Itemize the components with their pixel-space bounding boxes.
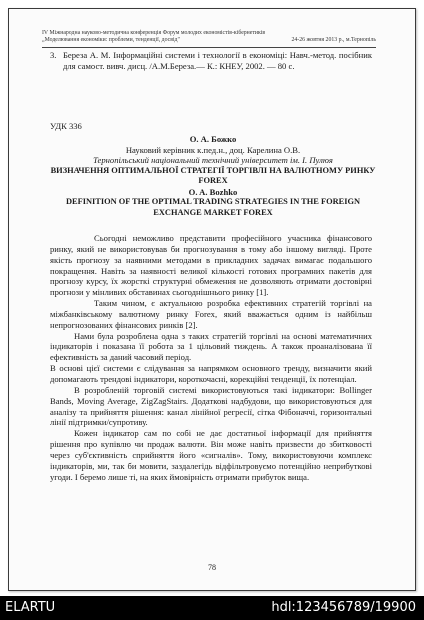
header-line-1: IV Міжнародна науково-методична конференція Форум молодих економістів-кібернетиків <box>42 30 266 36</box>
paragraph: Кожен індикатор сам по собі не дає достатньої інформації для прийняття рішення про купівлю чи продаж валюти. Він може навіть призвести до збитковості через суб'єктивність сприйняття його «сигналів». Тому, використовуючи комплекс індикаторів, ми, так би мовити, заздалегідь відфільтровуємо потенційно неприбуткові угоди. І беремо лише ті, на яких ймовірність отримати прибуток вища. <box>50 428 372 482</box>
institution-line: Тернопільський національний технічний університет ім. І. Пулюя <box>93 155 333 166</box>
reference-item <box>50 50 372 72</box>
paragraph: Таким чином, є актуальною розробка ефективних стратегій торгівлі на міжбанківському валютному ринку Forex, який вважається одним із найбільш непрогнозованих фінансових ринків [2]. <box>50 298 372 330</box>
paragraph: В розробленій торговій системі використовуються такі індикатори: Bollinger Bands, Moving Average, ZigZagStairs. Додаткові надбудови, що використовуються для аналізу та прийняття рішення: канал лінійної регресії, сітка Фібоначчі, горизонтальні лінії підтримки/супротиву. <box>50 384 372 428</box>
title-english: DEFINITION OF THE OPTIMAL TRADING STRATEGIES IN THE FOREIGN EXCHANGE MARKET FOREX <box>65 197 361 217</box>
paragraph: Нами була розроблена одна з таких стратегій торгівлі на основі математичних індикаторів і показана її робота за 1 цільовий тиждень. А також проаналізована її ефективність за даний часовий період. <box>50 330 372 363</box>
reference-text: Береза А. М. Інформаційні системи і технології в економіці: Навч.-метод. посібник для самост. вивч. дисц. /А.М.Береза.— К.: КНЕУ, 2002. — 80 с. <box>63 50 372 72</box>
author-name: О. А. Божко <box>189 134 237 144</box>
repository-name: ELARTU <box>5 600 56 615</box>
header-line-2-left: „Моделювання економіки: проблеми, тенденції, досвід" <box>42 37 180 43</box>
header-line-2-right: 24-26 жовтня 2013 р., м.Тернопіль <box>291 37 376 43</box>
udk-code: УДК 336 <box>50 121 82 131</box>
conference-header <box>42 30 376 44</box>
paragraph: Сьогодні неможливо представити професійного учасника фінансового ринку, який не використовував би прогнозування в тому або іншому вигляді. Проте якість прогнозу за наявними методами в прикладних задачах вимагає подальшого покращення. Навіть за наявності великої кількості готових програмних пакетів для прогнозу курсу, їх жорсткі структурні обмеження не дозволяють отримати достовірні прогнози у мінливих обставинах сьогоднішнього ринку [1]. <box>50 233 372 298</box>
article-body <box>50 233 372 482</box>
author-name-english: O. A. Bozhko <box>188 186 238 197</box>
paragraph: В основі цієї системи є слідування за напрямком основного тренду, визначити який допомагають трендові індикатори, короткочасні, корекційні тенденції, їх потенціал. <box>50 363 372 384</box>
article-heading <box>44 134 382 218</box>
title-ukrainian: ВИЗНАЧЕННЯ ОПТИМАЛЬНОЇ СТРАТЕГІЇ ТОРГІВЛІ НА ВАЛЮТНОМУ РИНКУ FOREX <box>50 165 376 186</box>
header-rule <box>42 47 376 48</box>
supervisor-line: Науковий керівник к.пед.н., доц. Карелина О.В. <box>125 144 301 155</box>
repository-footer-bar <box>0 596 424 620</box>
reference-number: 3. <box>50 50 57 60</box>
handle-identifier: hdl:123456789/19900 <box>271 600 416 615</box>
page-number: 78 <box>208 563 216 572</box>
